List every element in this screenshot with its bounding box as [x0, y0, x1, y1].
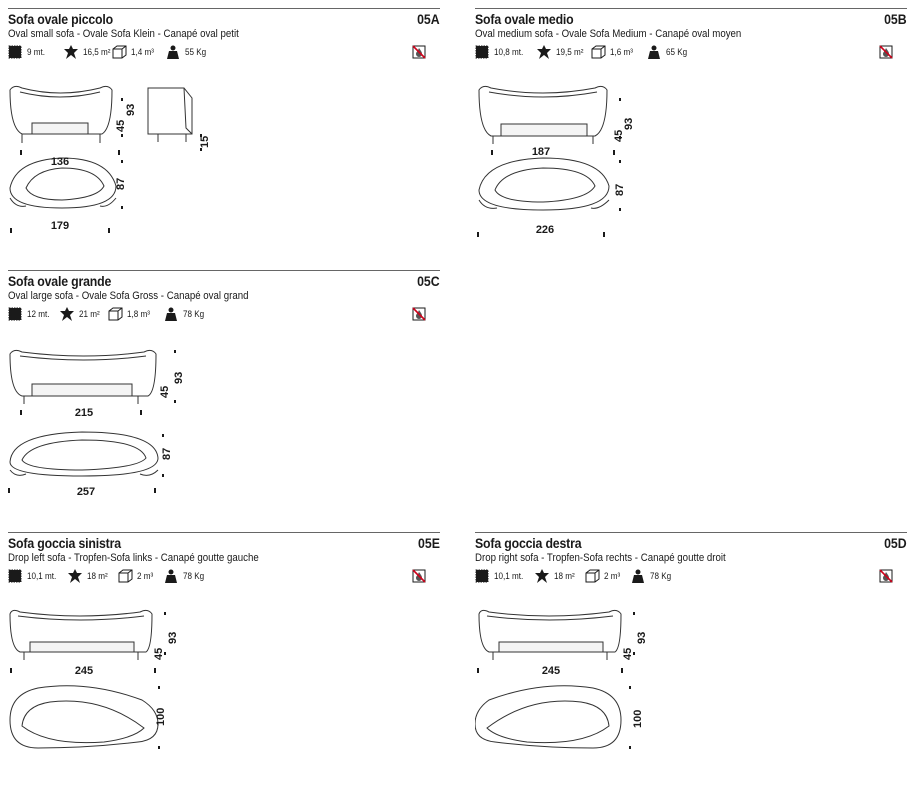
dim-front-width: 136 [50, 156, 70, 168]
not-fireproof-icon [412, 569, 426, 583]
leather-area-icon [537, 45, 551, 59]
product-code: 05B [884, 11, 907, 27]
fabric-quantity-icon [8, 569, 22, 583]
product-code: 05D [884, 535, 907, 551]
product-05b: Sofa ovale medio 05B Oval medium sofa - Ovale Sofa Medium - Canapé oval moyen 10,8 mt. 19,5 m² 1,6 m³ 65 Kg 187 45 93 87 226 [475, 8, 907, 266]
dim-front-width: 215 [74, 407, 94, 419]
product-subtitle: Drop right sofa - Tropfen-Sofa rechts - Canapé goutte droit [475, 552, 726, 564]
product-title: Sofa ovale medio [475, 11, 574, 27]
product-05d: Sofa goccia destra 05D Drop right sofa - Tropfen-Sofa rechts - Canapé goutte droit 10,1 mt. 18 m² 2 m³ 78 Kg 245 45 93 100 [475, 532, 907, 790]
fabric-quantity-icon [8, 45, 22, 59]
product-code: 05E [418, 535, 440, 551]
product-title: Sofa goccia sinistra [8, 535, 121, 551]
header-rule [8, 270, 440, 271]
dim-plan-width: 179 [50, 220, 70, 232]
technical-drawing [8, 68, 440, 248]
not-fireproof-icon [879, 569, 893, 583]
product-05e: Sofa goccia sinistra 05E Drop left sofa - Tropfen-Sofa links - Canapé goutte gauche 10,1 mt. 18 m² 2 m³ 78 Kg 245 45 93 100 [8, 532, 440, 790]
leather-area-icon [60, 307, 74, 321]
product-05c: Sofa ovale grande 05C Oval large sofa - Ovale Sofa Gross - Canapé oval grand 12 mt. 21 m² 1,8 m³ 78 Kg 215 45 93 87 257 [8, 270, 440, 528]
fabric-quantity-icon [475, 45, 489, 59]
leather-area-icon [64, 45, 78, 59]
product-code: 05A [417, 11, 440, 27]
not-fireproof-icon [879, 45, 893, 59]
product-title: Sofa ovale grande [8, 273, 112, 289]
dim-seat-height: 45 [159, 385, 171, 398]
product-subtitle: Drop left sofa - Tropfen-Sofa links - Canapé goutte gauche [8, 552, 259, 564]
product-title: Sofa ovale piccolo [8, 11, 114, 27]
not-fireproof-icon [412, 307, 426, 321]
packing-volume-icon [108, 307, 124, 321]
fabric-quantity-icon [475, 569, 489, 583]
technical-drawing [475, 592, 907, 792]
weight-icon [164, 569, 178, 583]
product-code: 05C [417, 273, 440, 289]
dim-depth: 87 [161, 447, 173, 460]
dim-depth: 87 [115, 177, 127, 190]
product-05a: Sofa ovale piccolo 05A Oval small sofa - Ovale Sofa Klein - Canapé oval petit 9 mt. 16,5 m² 1,4 m³ 55 Kg 136 45 93 15 87 179 [8, 8, 440, 266]
dim-height: 93 [636, 631, 648, 644]
header-rule [475, 532, 907, 533]
packing-volume-icon [591, 45, 607, 59]
dim-height: 93 [173, 371, 185, 384]
technical-drawing [8, 592, 440, 792]
weight-icon [647, 45, 661, 59]
dim-depth: 100 [155, 707, 167, 726]
dim-plan-width: 257 [76, 486, 96, 498]
product-title: Sofa goccia destra [475, 535, 582, 551]
dim-seat-height: 45 [153, 647, 165, 660]
technical-drawing [475, 68, 907, 248]
dim-depth: 87 [614, 183, 626, 196]
weight-icon [166, 45, 180, 59]
header-rule [475, 8, 907, 9]
dim-seat-height: 45 [622, 647, 634, 660]
dim-height: 93 [125, 103, 137, 116]
leather-area-icon [68, 569, 82, 583]
dim-front-width: 245 [541, 665, 561, 677]
weight-icon [631, 569, 645, 583]
weight-icon [164, 307, 178, 321]
fabric-quantity-icon [8, 307, 22, 321]
product-subtitle: Oval large sofa - Ovale Sofa Gross - Canapé oval grand [8, 290, 249, 302]
dim-height: 93 [623, 117, 635, 130]
header-rule [8, 8, 440, 9]
packing-volume-icon [112, 45, 128, 59]
leather-area-icon [535, 569, 549, 583]
dim-plan-width: 226 [535, 224, 555, 236]
dim-height: 93 [167, 631, 179, 644]
product-subtitle: Oval small sofa - Ovale Sofa Klein - Canapé oval petit [8, 28, 239, 40]
dim-seat-height: 45 [115, 119, 127, 132]
dim-base-height: 15 [199, 135, 211, 148]
not-fireproof-icon [412, 45, 426, 59]
header-rule [8, 532, 440, 533]
technical-drawing [8, 330, 440, 520]
dim-front-width: 245 [74, 665, 94, 677]
dim-depth: 100 [632, 709, 644, 728]
product-subtitle: Oval medium sofa - Ovale Sofa Medium - Canapé oval moyen [475, 28, 742, 40]
dim-seat-height: 45 [613, 129, 625, 142]
packing-volume-icon [585, 569, 601, 583]
dim-front-width: 187 [531, 146, 551, 158]
packing-volume-icon [118, 569, 134, 583]
